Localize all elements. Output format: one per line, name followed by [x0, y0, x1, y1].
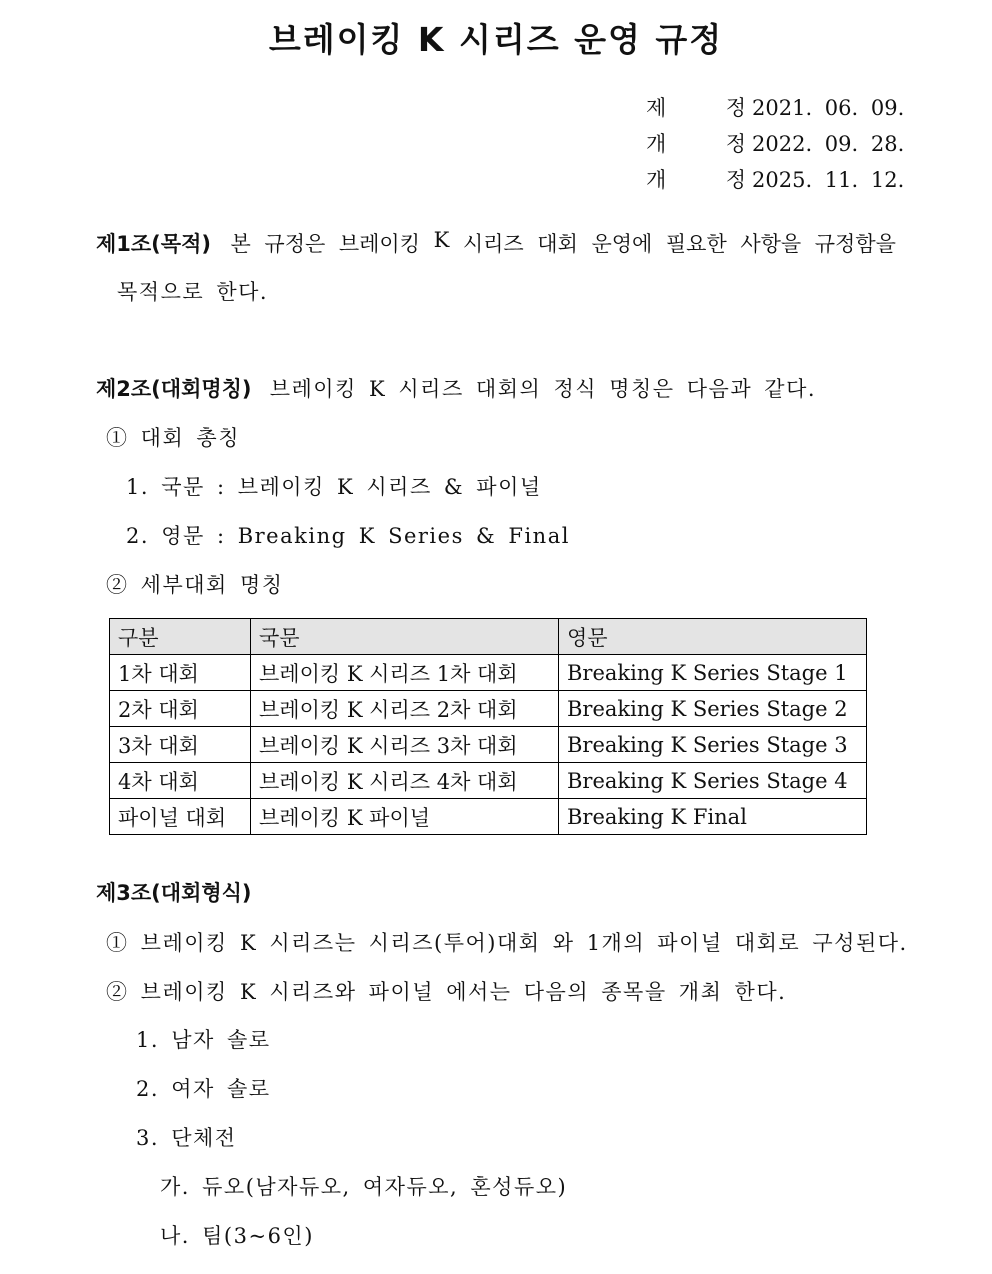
table-cell: Breaking K Series Stage 4	[559, 763, 867, 799]
article1-word: 규정함을	[814, 232, 896, 256]
article1-word: 운영에	[591, 232, 653, 256]
revision-label-b: 정	[725, 132, 746, 156]
revision-date: 2025. 11. 12.	[752, 168, 905, 192]
table-cell: 브레이킹 K 시리즈 1차 대회	[251, 655, 559, 691]
table-header: 국문	[251, 619, 559, 655]
article3-heading: 제3조(대회형식)	[96, 881, 252, 905]
article2-heading: 제2조(대회명칭)	[96, 377, 252, 401]
table-cell: Breaking K Series Stage 2	[559, 691, 867, 727]
revision-date: 2021. 06. 09.	[752, 96, 905, 120]
article1-word: 브레이킹	[338, 232, 420, 256]
article1-word: 대회	[537, 232, 578, 256]
article2-item2: ② 세부대회 명칭	[106, 573, 284, 597]
article3-sub3: 3. 단체전	[136, 1126, 237, 1150]
article3-sub3b: 나. 팀(3~6인)	[160, 1224, 314, 1248]
table-row	[110, 727, 867, 763]
table-cell: 3차 대회	[110, 727, 251, 763]
revision-row	[646, 162, 906, 198]
table-cell: 4차 대회	[110, 763, 251, 799]
table-cell: Breaking K Final	[559, 799, 867, 835]
table-row	[110, 691, 867, 727]
article2-text: 브레이킹 K 시리즈 대회의 정식 명칭은 다음과 같다.	[269, 377, 817, 401]
article3-sub1: 1. 남자 솔로	[136, 1028, 271, 1052]
table-header-row	[110, 619, 867, 655]
table-row	[110, 799, 867, 835]
document-title: 브레이킹 K 시리즈 운영 규정	[268, 20, 724, 59]
table-cell: 브레이킹 K 시리즈 3차 대회	[251, 727, 559, 763]
revision-label-b: 정	[725, 168, 746, 192]
article3-item2: ② 브레이킹 K 시리즈와 파이널 에서는 다음의 종목을 개최 한다.	[106, 980, 787, 1004]
table-cell: Breaking K Series Stage 3	[559, 727, 867, 763]
article3-item1: ① 브레이킹 K 시리즈는 시리즈(투어)대회 와 1개의 파이널 대회로 구성된다.	[106, 931, 908, 955]
article2-item1-sub1: 1. 국문 : 브레이킹 K 시리즈 & 파이널	[126, 475, 542, 499]
article3-line	[96, 877, 258, 907]
table-cell: 브레이킹 K 시리즈 2차 대회	[251, 691, 559, 727]
table-header: 영문	[559, 619, 867, 655]
article1-word: K	[433, 228, 450, 252]
article3-sub3a: 가. 듀오(남자듀오, 여자듀오, 혼성듀오)	[160, 1175, 568, 1199]
revision-row	[646, 126, 906, 162]
article1-word: 사항을	[740, 232, 802, 256]
table-cell: 브레이킹 K 파이널	[251, 799, 559, 835]
revision-label-a: 제	[646, 96, 667, 120]
article2-item1: ① 대회 총칭	[106, 426, 240, 450]
article1-heading: 제1조(목적)	[96, 232, 211, 256]
article3-sub2: 2. 여자 솔로	[136, 1077, 271, 1101]
table-cell: 1차 대회	[110, 655, 251, 691]
article1-line2: 목적으로 한다.	[117, 280, 269, 304]
article2-item1-sub2: 2. 영문 : Breaking K Series & Final	[126, 524, 570, 548]
revision-label-a: 개	[646, 132, 667, 156]
article1-word: 필요한	[665, 232, 727, 256]
article1-line1	[96, 228, 896, 258]
table-header: 구분	[110, 619, 251, 655]
table-cell: 브레이킹 K 시리즈 4차 대회	[251, 763, 559, 799]
revision-row	[646, 90, 906, 126]
article2-line	[96, 373, 816, 403]
table-cell: 파이널 대회	[110, 799, 251, 835]
table-row	[110, 763, 867, 799]
table-row	[110, 655, 867, 691]
revision-history	[646, 90, 906, 198]
revision-date: 2022. 09. 28.	[752, 132, 905, 156]
subevent-name-table	[109, 618, 867, 835]
article1-word: 시리즈	[462, 232, 524, 256]
revision-label-a: 개	[646, 168, 667, 192]
table-cell: 2차 대회	[110, 691, 251, 727]
table-cell: Breaking K Series Stage 1	[559, 655, 867, 691]
revision-label-b: 정	[725, 96, 746, 120]
article1-word: 규정은	[264, 232, 326, 256]
article1-word: 본	[230, 232, 251, 256]
